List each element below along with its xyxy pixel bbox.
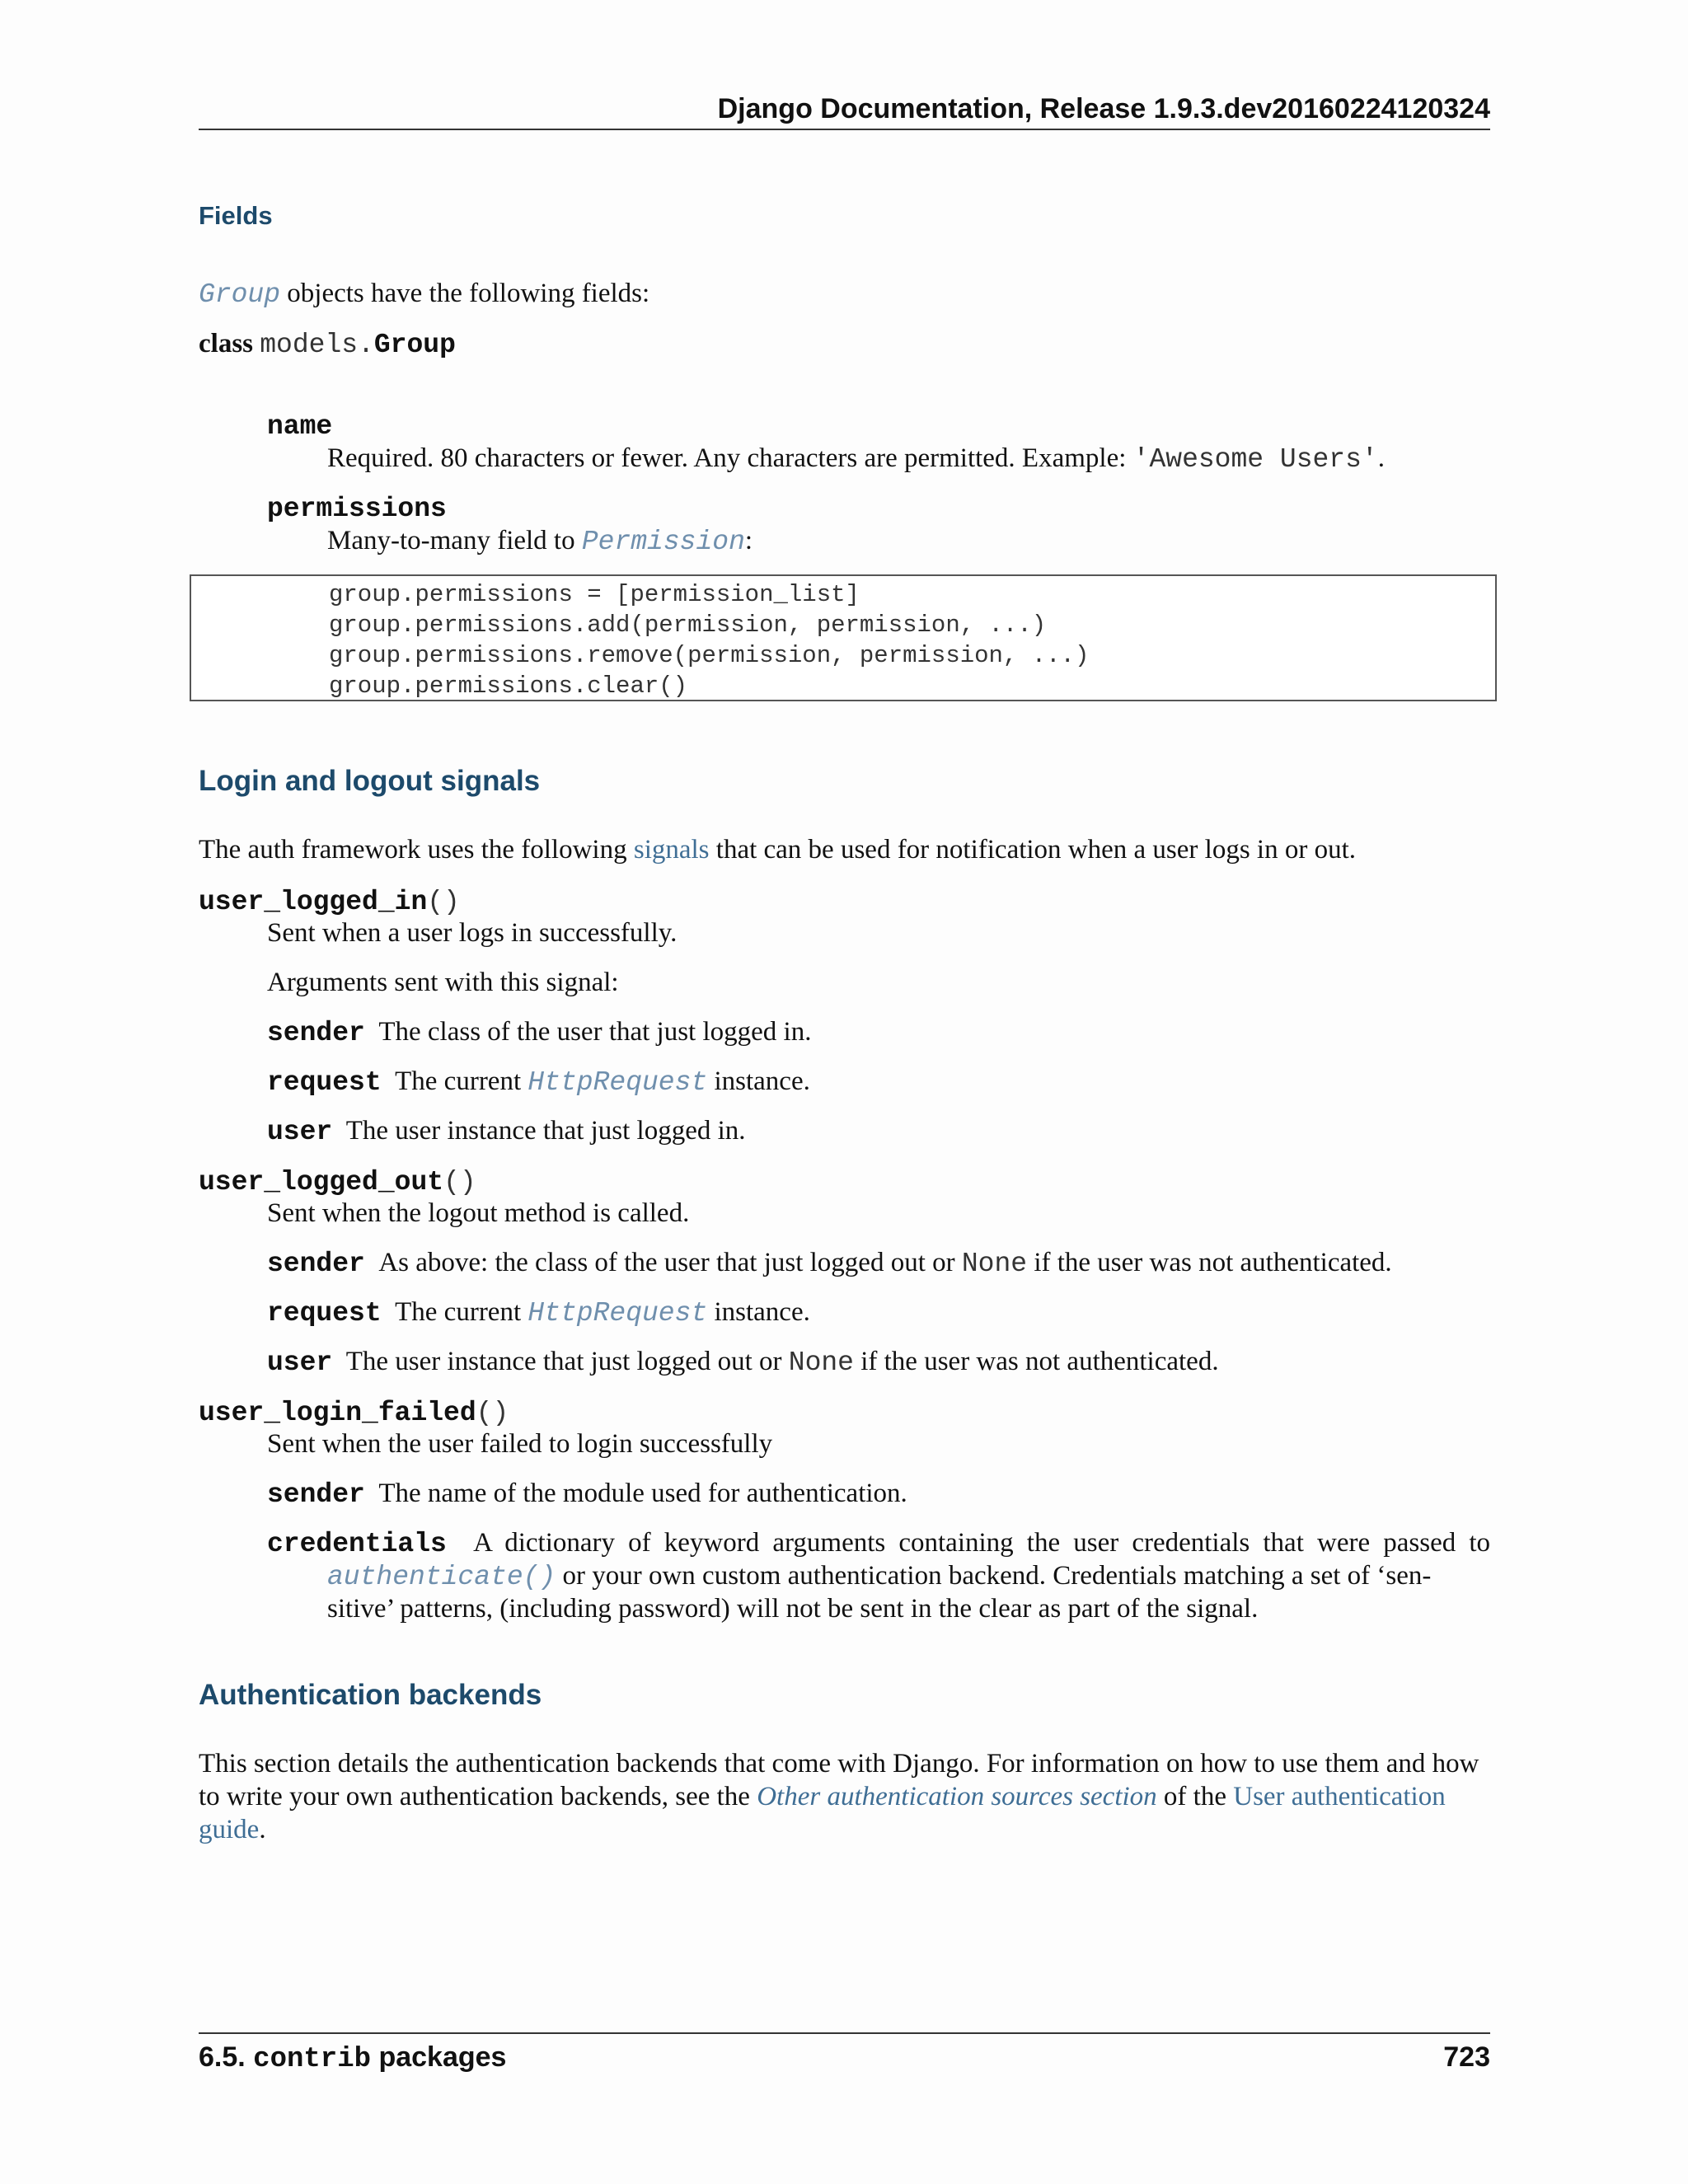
user-logged-out-desc: Sent when the logout method is called. bbox=[267, 1198, 690, 1228]
code-line: group.permissions.clear() bbox=[329, 673, 688, 700]
class-name: Group bbox=[373, 330, 456, 360]
code-lines bbox=[329, 579, 1089, 701]
field-permissions-desc bbox=[327, 524, 753, 559]
httprequest-link[interactable]: HttpRequest bbox=[528, 1067, 708, 1098]
user-login-failed-desc: Sent when the user failed to login successfully bbox=[267, 1429, 773, 1459]
user-logged-in-request bbox=[267, 1065, 810, 1099]
httprequest-link[interactable]: HttpRequest bbox=[528, 1298, 708, 1329]
field-permissions-desc-end: : bbox=[744, 526, 753, 555]
class-signature bbox=[199, 327, 456, 362]
code-line: group.permissions = [permission_list] bbox=[329, 581, 860, 608]
user-logged-in-parens: () bbox=[427, 887, 460, 917]
user-logged-in-args-intro: Arguments sent with this signal: bbox=[267, 968, 619, 997]
other-auth-sources-link[interactable]: Other authentication sources section bbox=[757, 1782, 1157, 1811]
arg-desc-end: instance. bbox=[707, 1066, 810, 1096]
fields-intro-text: objects have the following fields: bbox=[280, 279, 650, 308]
arg-desc-end: instance. bbox=[707, 1297, 810, 1327]
user-logged-in-desc: Sent when a user logs in successfully. bbox=[267, 918, 678, 948]
signals-intro-text: The auth framework uses the following bbox=[199, 835, 634, 865]
signals-intro-end: that can be used for notification when a user logs in or out. bbox=[709, 835, 1356, 865]
user-login-failed-parens: () bbox=[476, 1398, 509, 1428]
user-login-failed-sender bbox=[267, 1477, 907, 1511]
arg-desc: The current bbox=[395, 1297, 528, 1327]
backends-line2 bbox=[199, 1780, 1446, 1813]
permission-link[interactable]: Permission bbox=[581, 527, 745, 557]
fields-intro bbox=[199, 277, 649, 312]
page-number: 723 bbox=[1443, 2041, 1490, 2073]
user-logged-out-signature bbox=[199, 1165, 476, 1199]
none-literal: None bbox=[961, 1249, 1028, 1279]
user-auth-guide-link[interactable]: User authentication bbox=[1233, 1782, 1446, 1811]
user-logged-out-request bbox=[267, 1296, 810, 1330]
code-line: group.permissions.remove(permission, permission, ...) bbox=[329, 642, 1090, 669]
arg-desc: The name of the module used for authentication. bbox=[378, 1479, 907, 1508]
code-block bbox=[190, 574, 1497, 701]
running-header-title: Django Documentation, Release 1.9.3.dev20160224120324 bbox=[717, 93, 1490, 124]
class-keyword: class bbox=[199, 329, 260, 359]
backends-text: . bbox=[259, 1815, 266, 1844]
arg-term: sender bbox=[267, 1249, 365, 1279]
backends-heading: Authentication backends bbox=[199, 1679, 542, 1711]
running-footer bbox=[199, 2032, 1490, 2075]
footer-section-code: contrib bbox=[253, 2044, 371, 2075]
user-logged-out-user bbox=[267, 1345, 1219, 1380]
backends-line3 bbox=[199, 1813, 266, 1846]
field-permissions-desc-text: Many-to-many field to bbox=[327, 526, 582, 555]
credentials-line3: sitive’ patterns, (including password) will not be sent in the clear as part of the signal. bbox=[327, 1594, 1259, 1624]
backends-text: to write your own authentication backends, see the bbox=[199, 1782, 757, 1811]
signals-heading: Login and logout signals bbox=[199, 765, 541, 797]
user-logged-in-user bbox=[267, 1114, 746, 1149]
user-logged-out-parens: () bbox=[443, 1167, 476, 1197]
user-login-failed-signature bbox=[199, 1395, 509, 1430]
arg-desc: The class of the user that just logged in. bbox=[378, 1017, 812, 1047]
user-logged-in-sender bbox=[267, 1015, 811, 1050]
class-module: models. bbox=[260, 330, 374, 360]
arg-desc-end: if the user was not authenticated. bbox=[1027, 1248, 1392, 1277]
credentials-line2 bbox=[327, 1559, 1431, 1594]
arg-term: user bbox=[267, 1347, 333, 1378]
field-name-desc-text: Required. 80 characters or fewer. Any characters are permitted. Example: bbox=[327, 443, 1133, 473]
arg-term: request bbox=[267, 1067, 382, 1098]
arg-term: sender bbox=[267, 1479, 365, 1510]
footer-section-num: 6.5. bbox=[199, 2041, 254, 2073]
user-auth-guide-link-cont[interactable]: guide bbox=[199, 1815, 260, 1844]
arg-desc: A dictionary of keyword arguments containing the user credentials that were passed to bbox=[473, 1528, 1491, 1558]
arg-desc: The user instance that just logged out or bbox=[345, 1347, 789, 1376]
arg-term: user bbox=[267, 1117, 333, 1147]
fields-heading: Fields bbox=[199, 201, 273, 230]
arg-desc: or your own custom authentication backend. Credentials matching a set of ‘sen- bbox=[556, 1561, 1432, 1591]
field-name-desc bbox=[327, 442, 1385, 476]
arg-term: sender bbox=[267, 1018, 365, 1048]
none-literal: None bbox=[788, 1347, 854, 1378]
arg-desc-end: if the user was not authenticated. bbox=[853, 1347, 1219, 1376]
arg-desc: As above: the class of the user that just logged out or bbox=[378, 1248, 962, 1277]
code-line: group.permissions.add(permission, permission, ...) bbox=[329, 612, 1047, 639]
authenticate-link[interactable]: authenticate() bbox=[327, 1562, 556, 1592]
user-logged-out-name: user_logged_out bbox=[199, 1167, 444, 1197]
footer-section bbox=[199, 2041, 506, 2076]
arg-term: credentials bbox=[267, 1529, 447, 1559]
user-login-failed-credentials bbox=[267, 1526, 1490, 1561]
user-logged-in-name: user_logged_in bbox=[199, 887, 428, 917]
field-permissions-term: permissions bbox=[267, 494, 447, 524]
field-name-example: 'Awesome Users' bbox=[1132, 444, 1378, 475]
user-login-failed-name: user_login_failed bbox=[199, 1398, 476, 1428]
field-name-desc-end: . bbox=[1377, 443, 1385, 473]
running-header bbox=[199, 92, 1490, 130]
footer-section-text: packages bbox=[371, 2041, 507, 2073]
arg-desc: The user instance that just logged in. bbox=[345, 1116, 746, 1146]
signals-intro bbox=[199, 833, 1356, 866]
user-logged-out-sender bbox=[267, 1246, 1392, 1281]
arg-term: request bbox=[267, 1298, 382, 1329]
field-name-term: name bbox=[267, 411, 333, 442]
signals-link[interactable]: signals bbox=[633, 835, 710, 865]
group-link[interactable]: Group bbox=[199, 279, 281, 310]
user-logged-in-signature bbox=[199, 884, 460, 919]
backends-text: of the bbox=[1156, 1782, 1234, 1811]
arg-desc: The current bbox=[395, 1066, 528, 1096]
backends-line1: This section details the authentication backends that come with Django. For information on how to use them and how bbox=[199, 1749, 1479, 1779]
